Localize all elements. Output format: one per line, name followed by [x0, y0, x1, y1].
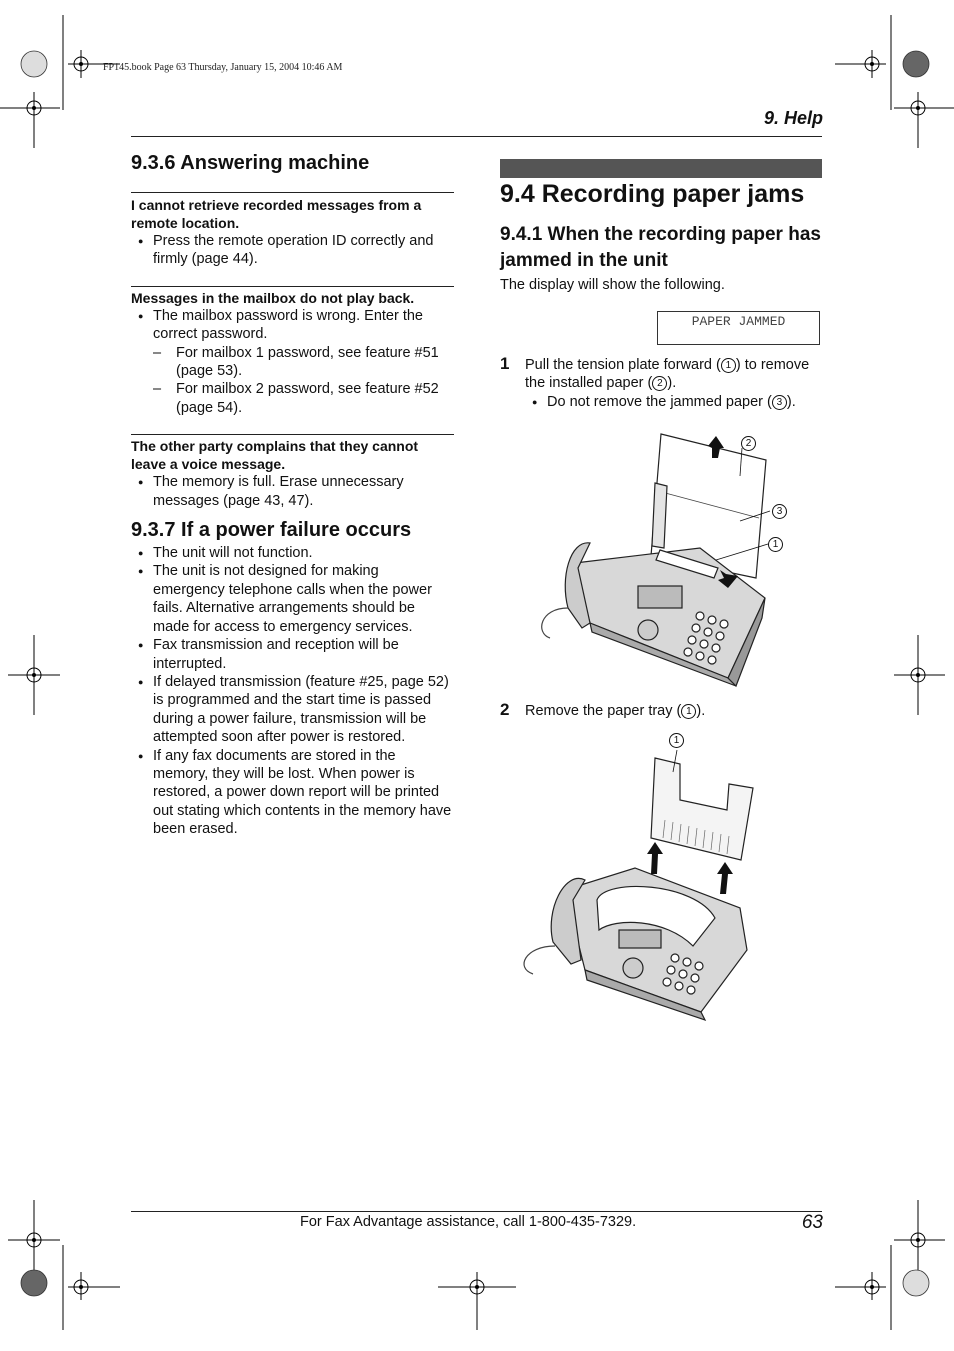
step-1-number: 1 — [500, 354, 510, 373]
callout-3: 3 — [772, 395, 787, 410]
header-rule — [131, 136, 822, 137]
step-2-text-a: Remove the paper tray ( — [525, 703, 682, 719]
section-header: 9. Help — [763, 108, 823, 128]
answer-dash-item: – For mailbox 2 password, see feature #52 (page 54). — [131, 380, 454, 417]
display-intro: The display will show the following. — [500, 277, 725, 293]
step-1-subbullet — [525, 393, 847, 411]
step-1-text-c: ). — [667, 375, 677, 392]
section-9-3-6-title: 9.3.6 Answering machine — [131, 152, 370, 174]
left-column — [131, 152, 454, 839]
power-bullet: ● If any fax documents are stored in the memory, they will be lost. When power is restored, a power down report will be printed out stating which contents in the memory have been erased. — [131, 747, 454, 839]
step-1-text — [525, 356, 825, 393]
divider — [131, 286, 454, 287]
power-bullet: ● The unit is not designed for making emergency telephone calls when the power fails. Alternative arrangements should be made for access to emergency services. — [131, 562, 454, 636]
fig1-callout-2: 2 — [741, 436, 756, 451]
fig1-callout-1: 1 — [768, 537, 783, 552]
fig2-callout-1: 1 — [669, 733, 684, 748]
page-number: 63 — [801, 1212, 823, 1233]
answer-bullet: ● Press the remote operation ID correctly and firmly (page 44). — [131, 232, 454, 269]
question-title: I cannot retrieve recorded messages from a remote location. — [131, 197, 422, 231]
callout-1: 1 — [681, 704, 696, 719]
callout-1: 1 — [721, 358, 736, 373]
answer-bullet: ● The mailbox password is wrong. Enter the correct password. — [131, 307, 454, 344]
lcd-display: PAPER JAMMED — [657, 311, 820, 345]
footer-rule — [131, 1211, 822, 1212]
power-bullet: ● If delayed transmission (feature #25, page 52) is programmed and the start time is passed during a power failure, transmission will be attempted soon after power is restored. — [131, 673, 454, 747]
remove-tray-illustration — [515, 750, 760, 1025]
divider — [131, 192, 454, 193]
divider — [131, 434, 454, 435]
step-2-text-b: ). — [696, 703, 706, 719]
section-bar — [500, 159, 822, 178]
section-9-4-1-title: 9.4.1 When the recording paper has jammed in the unit — [500, 224, 821, 271]
question-title: Messages in the mailbox do not play back. — [131, 289, 415, 306]
step-1-sub-b: ). — [786, 394, 796, 410]
answer-bullet: ● The memory is full. Erase unnecessary messages (page 43, 47). — [131, 473, 454, 510]
book-info-line: FP145.book Page 63 Thursday, January 15, 2004 10:46 AM — [103, 62, 343, 73]
step-2-text — [525, 702, 825, 720]
step-1-sub-a: Do not remove the jammed paper ( — [547, 394, 772, 410]
fax-jam-illustration — [530, 428, 800, 688]
power-bullet: ● Fax transmission and reception will be interrupted. — [131, 636, 454, 673]
callout-2: 2 — [652, 376, 667, 391]
step-1-text-b: ) to remove the installed paper ( — [525, 357, 810, 392]
fig1-callout-3: 3 — [772, 504, 787, 519]
question-title: The other party complains that they cannot leave a voice message. — [131, 438, 419, 473]
step-1-text-a: Pull the tension plate forward ( — [525, 357, 721, 373]
answer-dash-item: – For mailbox 1 password, see feature #51 (page 53). — [131, 344, 454, 381]
section-9-4-title: 9.4 Recording paper jams — [500, 180, 805, 208]
power-bullet: ● The unit will not function. — [131, 544, 454, 562]
step-2-number: 2 — [500, 700, 510, 719]
section-9-3-7-title: 9.3.7 If a power failure occurs — [131, 519, 412, 542]
footer-assistance: For Fax Advantage assistance, call 1-800-435-7329. — [300, 1214, 637, 1230]
